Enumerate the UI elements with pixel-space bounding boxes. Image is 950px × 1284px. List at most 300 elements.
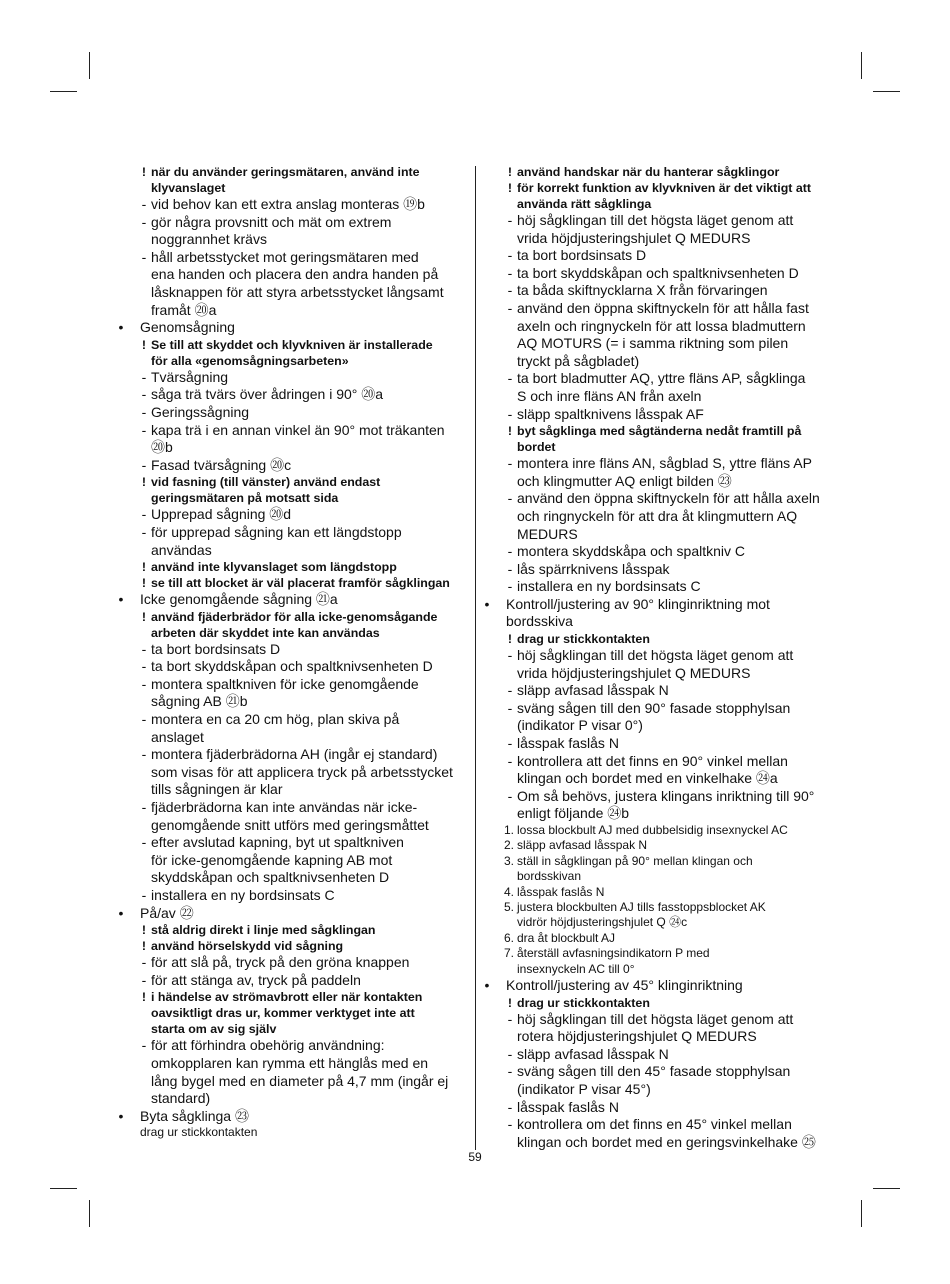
dash-item: [118, 524, 470, 542]
dash-item: [484, 682, 834, 700]
dash-item: [484, 735, 834, 753]
line-text: Upprepad sågning ⑳d: [151, 506, 292, 523]
dash-marker: -: [141, 368, 147, 385]
continuation-line: [118, 1073, 470, 1091]
line-text: ta bort bladmutter AQ, yttre fläns AP, sågklinga: [517, 370, 806, 387]
continuation-line: [484, 388, 834, 406]
numbered-step: [484, 854, 834, 869]
dash-item: [118, 658, 470, 676]
dash-item: [484, 212, 834, 230]
step-number: 5.: [503, 900, 514, 915]
continuation-line: [484, 439, 834, 455]
line-text: bordet: [517, 440, 556, 455]
dash-item: [484, 788, 834, 806]
dash-item: [118, 799, 470, 817]
dash-marker: -: [141, 711, 147, 728]
line-text: rotera höjdjusteringshjulet Q MEDURS: [517, 1028, 757, 1045]
line-text: drag ur stickkontakten: [517, 995, 650, 1010]
continuation-line: [484, 770, 834, 788]
line-text: AQ MOTURS (= i samma riktning som pilen: [517, 335, 789, 352]
warning-marker: !: [507, 995, 513, 1010]
line-text: S och inre fläns AN från axeln: [517, 387, 702, 404]
bullet-item: [118, 905, 470, 923]
step-number: 1.: [503, 823, 514, 837]
line-text: tryckt på sågbladet): [517, 352, 640, 369]
dash-item: [118, 746, 470, 764]
line-text: byt sågklinga med sågtänderna nedåt framtill på: [517, 424, 802, 439]
continuation-line: [484, 318, 834, 336]
line-text: använda rätt sågklinga: [517, 197, 652, 211]
bullet-item: [118, 319, 470, 337]
dash-item: [484, 265, 834, 283]
continuation-line: [118, 231, 470, 249]
line-text: Genomsågning: [140, 319, 235, 336]
dash-item: [484, 753, 834, 771]
line-text: dra åt blockbult AJ: [517, 930, 616, 945]
numbered-step-continuation: [484, 962, 834, 977]
dash-marker: -: [507, 264, 513, 281]
warning-marker: !: [141, 165, 147, 179]
continuation-line: [484, 508, 834, 526]
step-number: 2.: [503, 838, 514, 853]
line-text: höj sågklingan till det högsta läget genom att: [517, 1010, 794, 1027]
line-text: för att slå på, tryck på den gröna knappen: [151, 954, 410, 971]
line-text: stå aldrig direkt i linje med sågklingan: [151, 923, 376, 938]
numbered-step: [484, 931, 834, 946]
dash-marker: -: [141, 658, 147, 675]
line-text: fjäderbrädorna kan inte användas när icke-: [151, 799, 418, 816]
continuation-line: [484, 1028, 834, 1046]
line-text: montera spaltkniven för icke genomgående: [151, 675, 419, 692]
warning-item: [118, 559, 470, 575]
crop-mark: [873, 91, 900, 92]
dash-marker: -: [507, 647, 513, 664]
continuation-line: [118, 625, 470, 641]
line-text: anslaget: [151, 728, 204, 745]
warning-item: [118, 575, 470, 591]
dash-marker: -: [141, 1037, 147, 1054]
line-text: när du använder geringsmätaren, använd inte: [151, 165, 420, 179]
continuation-line: [118, 180, 470, 196]
line-text: använd fjäderbrädor för alla icke-genomsågande: [151, 609, 438, 624]
dash-item: [118, 214, 470, 232]
warning-marker: !: [141, 475, 147, 490]
warning-item: [118, 922, 470, 938]
line-text: ta bort skyddskåpan och spaltknivsenheten D: [151, 658, 433, 675]
warning-item: [118, 609, 470, 625]
warning-item: [484, 164, 834, 180]
dash-marker: -: [141, 954, 147, 971]
bullet-item: [484, 596, 834, 614]
warning-item: [484, 631, 834, 647]
warning-item: [118, 474, 470, 490]
warning-item: [118, 989, 470, 1005]
bullet-item: [484, 977, 834, 995]
note-line: [118, 1125, 470, 1140]
continuation-line: [118, 302, 470, 320]
warning-marker: !: [507, 165, 513, 179]
line-text: höj sågklingan till det högsta läget genom att: [517, 212, 794, 228]
line-text: låsspak faslås N: [517, 735, 619, 752]
line-text: för icke-genomgående kapning AB mot: [151, 851, 393, 868]
warning-marker: !: [141, 560, 147, 575]
line-text: ta bort bordsinsats D: [151, 640, 281, 657]
line-text: vid fasning (till vänster) använd endast: [151, 475, 381, 490]
right-column: [484, 164, 834, 1151]
line-text: Fasad tvärsågning ⑳c: [151, 456, 292, 473]
line-text: och klingmutter AQ enligt bilden ㉓: [517, 472, 732, 489]
line-text: skyddskåpan och spaltknivsenheten D: [151, 869, 390, 886]
dash-marker: -: [507, 455, 513, 472]
dash-marker: -: [141, 746, 147, 763]
dash-marker: -: [507, 405, 513, 422]
dash-marker: -: [507, 1045, 513, 1062]
bullet-item-continuation: [484, 613, 834, 631]
line-text: På/av ㉒: [140, 904, 194, 921]
dash-item: [484, 370, 834, 388]
numbered-step-continuation: [484, 869, 834, 884]
line-text: för att stänga av, tryck på paddeln: [151, 971, 361, 988]
numbered-step: [484, 838, 834, 853]
dash-item: [484, 1063, 834, 1081]
continuation-line: [118, 693, 470, 711]
line-text: gör några provsnitt och mät om extrem: [151, 213, 392, 230]
line-text: lossa blockbult AJ med dubbelsidig insexnyckel AC: [517, 823, 788, 837]
dash-item: [118, 972, 470, 990]
line-text: vidrör höjdjusteringshjulet Q ㉔c: [517, 915, 688, 930]
line-text: drag ur stickkontakten: [140, 1125, 258, 1140]
dash-item: [484, 700, 834, 718]
dash-marker: -: [507, 490, 513, 507]
line-text: bordsskiva: [506, 613, 573, 630]
line-text: klingan och bordet med en vinkelhake ㉔a: [517, 770, 778, 787]
dash-item: [484, 1046, 834, 1064]
dash-item: [484, 1011, 834, 1029]
crop-mark: [89, 1200, 90, 1227]
dash-marker: -: [507, 560, 513, 577]
continuation-line: [484, 526, 834, 544]
line-text: använd hörselskydd vid sågning: [151, 939, 344, 954]
line-text: lås spärrknivens låsspak: [517, 560, 670, 577]
bullet-marker: •: [118, 591, 124, 608]
dash-marker: -: [507, 578, 513, 595]
bullet-item: [118, 591, 470, 609]
numbered-step-continuation: [484, 915, 834, 930]
dash-item: [484, 247, 834, 265]
dash-marker: -: [141, 456, 147, 473]
dash-marker: -: [507, 1063, 513, 1080]
continuation-line: [484, 1081, 834, 1099]
dash-marker: -: [141, 386, 147, 403]
line-text: Icke genomgående sågning ㉑a: [140, 591, 338, 608]
continuation-line: [118, 1021, 470, 1037]
line-text: enligt följande ㉔b: [517, 805, 630, 822]
line-text: användas: [151, 541, 212, 558]
continuation-line: [118, 490, 470, 506]
dash-item: [118, 834, 470, 852]
line-text: montera skyddskåpa och spaltkniv C: [517, 543, 745, 560]
dash-marker: -: [507, 1116, 513, 1133]
continuation-line: [118, 353, 470, 369]
line-text: som visas för att applicera tryck på arbetsstycket: [151, 763, 453, 780]
warning-marker: !: [507, 424, 513, 439]
bullet-marker: •: [484, 977, 490, 994]
step-number: 3.: [503, 853, 514, 868]
continuation-line: [118, 817, 470, 835]
continuation-line: [118, 439, 470, 457]
dash-marker: -: [507, 370, 513, 387]
continuation-line: [118, 1005, 470, 1021]
bullet-marker: •: [484, 595, 490, 612]
line-text: klyvanslaget: [151, 181, 226, 195]
dash-marker: -: [141, 834, 147, 851]
line-text: låsspak faslås N: [517, 884, 605, 899]
continuation-line: [484, 353, 834, 371]
left-column: [118, 164, 470, 1141]
line-text: montera fjäderbrädorna AH (ingår ej standard): [151, 746, 438, 763]
line-text: oavsiktligt dras ur, kommer verktyget inte att: [151, 1006, 415, 1021]
dash-marker: -: [141, 675, 147, 692]
line-text: efter avslutad kapning, byt ut spaltkniven: [151, 834, 404, 851]
dash-item: [484, 282, 834, 300]
bullet-item: [118, 1108, 470, 1126]
line-text: för alla «genomsågningsarbeten»: [151, 353, 349, 368]
line-text: drag ur stickkontakten: [517, 632, 650, 647]
line-text: använd den öppna skiftnyckeln för att hålla fast: [517, 299, 809, 316]
step-number: 6.: [503, 930, 514, 945]
line-text: kontrollera att det finns en 90° vinkel mellan: [517, 752, 788, 769]
warning-marker: !: [141, 576, 147, 591]
dash-marker: -: [141, 799, 147, 816]
line-text: ta bort bordsinsats D: [517, 247, 647, 264]
dash-marker: -: [141, 196, 147, 212]
dash-item: [484, 406, 834, 424]
line-text: (indikator P visar 45°): [517, 1081, 651, 1098]
dash-item: [484, 543, 834, 561]
line-text: och ringnyckeln för att dra åt klingmuttern AQ: [517, 507, 798, 524]
dash-item: [484, 561, 834, 579]
line-text: MEDURS: [517, 525, 578, 542]
line-text: såga trä tvärs över ådringen i 90° ⑳a: [151, 386, 384, 403]
line-text: sväng sågen till den 45° fasade stopphylsan: [517, 1063, 791, 1080]
line-text: ställ in sågklingan på 90° mellan klingan och: [517, 853, 753, 868]
dash-marker: -: [507, 699, 513, 716]
dash-item: [118, 711, 470, 729]
dash-marker: -: [141, 523, 147, 540]
line-text: tills sågningen är klar: [151, 781, 283, 798]
dash-marker: -: [507, 1010, 513, 1027]
column-divider: [475, 166, 476, 1150]
line-text: lång bygel med en diameter på 4,7 mm (ingår ej: [151, 1072, 449, 1089]
bullet-marker: •: [118, 1107, 124, 1124]
warning-item: [118, 938, 470, 954]
dash-marker: -: [507, 735, 513, 752]
continuation-line: [484, 196, 834, 212]
continuation-line: [118, 764, 470, 782]
line-text: Tvärsågning: [151, 368, 229, 385]
crop-mark: [50, 1188, 77, 1189]
dash-marker: -: [507, 299, 513, 316]
dash-item: [118, 249, 470, 267]
dash-marker: -: [141, 887, 147, 903]
page-number: 59: [468, 1150, 482, 1164]
warning-marker: !: [141, 609, 147, 624]
dash-marker: -: [507, 212, 513, 228]
continuation-line: [118, 729, 470, 747]
warning-marker: !: [141, 990, 147, 1005]
line-text: håll arbetsstycket mot geringsmätaren med: [151, 248, 419, 265]
line-text: noggrannhet krävs: [151, 231, 267, 248]
line-text: Om så behövs, justera klingans inriktning till 90°: [517, 787, 815, 804]
line-text: justera blockbulten AJ tills fasstoppsblocket AK: [517, 900, 766, 915]
line-text: ⑳b: [151, 439, 173, 456]
warning-marker: !: [507, 181, 513, 195]
line-text: installera en ny bordsinsats C: [151, 887, 335, 903]
dash-marker: -: [141, 421, 147, 438]
line-text: installera en ny bordsinsats C: [517, 578, 701, 595]
numbered-step: [484, 823, 834, 838]
line-text: montera en ca 20 cm hög, plan skiva på: [151, 711, 400, 728]
continuation-line: [118, 781, 470, 799]
line-text: använd inte klyvanslaget som längdstopp: [151, 560, 397, 575]
line-text: låsknappen för att styra arbetsstycket långsamt: [151, 283, 444, 300]
dash-item: [484, 490, 834, 508]
dash-marker: -: [507, 1098, 513, 1115]
dash-item: [118, 887, 470, 905]
dash-item: [118, 1037, 470, 1055]
dash-marker: -: [141, 213, 147, 230]
warning-marker: !: [141, 337, 147, 352]
line-text: framåt ⑳a: [151, 301, 217, 318]
line-text: släpp avfasad låsspak N: [517, 1045, 669, 1062]
dash-item: [484, 578, 834, 596]
dash-item: [118, 506, 470, 524]
line-text: i händelse av strömavbrott eller när kontakten: [151, 990, 423, 1005]
continuation-line: [484, 665, 834, 683]
line-text: ta bort skyddskåpan och spaltknivsenheten D: [517, 264, 799, 281]
continuation-line: [118, 1055, 470, 1073]
line-text: släpp avfasad låsspak N: [517, 838, 648, 853]
line-text: vrida höjdjusteringshjulet Q MEDURS: [517, 229, 751, 246]
warning-item: [118, 337, 470, 353]
line-text: klingan och bordet med en geringsvinkelhake ㉕: [517, 1133, 816, 1150]
line-text: Kontroll/justering av 90° klinginriktning mot: [506, 595, 770, 612]
line-text: geringsmätaren på motsatt sida: [151, 491, 339, 506]
line-text: omkopplaren kan rymma ett hänglås med en: [151, 1054, 429, 1071]
line-text: kontrollera om det finns en 45° vinkel mellan: [517, 1116, 792, 1133]
continuation-line: [484, 717, 834, 735]
dash-marker: -: [507, 282, 513, 299]
step-number: 7.: [503, 946, 514, 961]
line-text: sväng sågen till den 90° fasade stopphylsan: [517, 699, 791, 716]
continuation-line: [118, 266, 470, 284]
continuation-line: [484, 335, 834, 353]
line-text: Kontroll/justering av 45° klinginriktning: [506, 977, 743, 994]
line-text: vrida höjdjusteringshjulet Q MEDURS: [517, 664, 751, 681]
line-text: släpp avfasad låsspak N: [517, 682, 669, 699]
line-text: ta båda skiftnycklarna X från förvaringen: [517, 282, 768, 299]
dash-item: [484, 300, 834, 318]
dash-marker: -: [507, 247, 513, 264]
crop-mark: [861, 52, 862, 79]
continuation-line: [484, 805, 834, 823]
dash-item: [118, 457, 470, 475]
dash-marker: -: [141, 971, 147, 988]
dash-item: [118, 386, 470, 404]
crop-mark: [873, 1188, 900, 1189]
warning-marker: !: [507, 632, 513, 647]
line-text: insexnyckeln AC till 0°: [517, 961, 635, 976]
dash-marker: -: [507, 682, 513, 699]
line-text: för upprepad sågning kan ett längdstopp: [151, 523, 402, 540]
dash-item: [118, 422, 470, 440]
continuation-line: [118, 1090, 470, 1108]
warning-item: [484, 180, 834, 196]
dash-marker: -: [507, 752, 513, 769]
dash-item: [118, 369, 470, 387]
bullet-marker: •: [118, 319, 124, 336]
line-text: höj sågklingan till det högsta läget genom att: [517, 647, 794, 664]
line-text: för korrekt funktion av klyvkniven är det viktigt att: [517, 181, 812, 195]
crop-mark: [861, 1200, 862, 1227]
dash-item: [118, 641, 470, 659]
dash-marker: -: [141, 640, 147, 657]
line-text: vid behov kan ett extra anslag monteras ⑲b: [151, 196, 425, 212]
continuation-line: [484, 230, 834, 248]
dash-item: [484, 1116, 834, 1134]
dash-item: [484, 647, 834, 665]
line-text: (indikator P visar 0°): [517, 717, 643, 734]
continuation-line: [118, 852, 470, 870]
line-text: släpp spaltknivens låsspak AF: [517, 405, 704, 422]
continuation-line: [118, 542, 470, 560]
dash-item: [484, 455, 834, 473]
line-text: bordsskivan: [517, 869, 582, 884]
numbered-step: [484, 885, 834, 900]
line-text: se till att blocket är väl placerat framför sågklingan: [151, 576, 450, 591]
line-text: Se till att skyddet och klyvkniven är installerade: [151, 337, 433, 352]
continuation-line: [118, 869, 470, 887]
dash-item: [484, 1099, 834, 1117]
numbered-step: [484, 946, 834, 961]
warning-item: [484, 423, 834, 439]
continuation-line: [484, 473, 834, 491]
line-text: axeln och ringnyckeln för att lossa bladmuttern: [517, 317, 806, 334]
line-text: montera inre fläns AN, sågblad S, yttre fläns AP: [517, 455, 812, 472]
dash-marker: -: [507, 787, 513, 804]
line-text: kapa trä i en annan vinkel än 90° mot träkanten: [151, 421, 445, 438]
line-text: Byta sågklinga ㉓: [140, 1107, 249, 1124]
dash-marker: -: [141, 403, 147, 420]
dash-marker: -: [507, 543, 513, 560]
dash-marker: -: [141, 248, 147, 265]
dash-item: [118, 196, 470, 214]
dash-marker: -: [141, 506, 147, 523]
line-text: återställ avfasningsindikatorn P med: [517, 946, 710, 961]
line-text: arbeten där skyddet inte kan användas: [151, 625, 380, 640]
dash-item: [118, 404, 470, 422]
bullet-marker: •: [118, 904, 124, 921]
warning-item: [118, 164, 470, 180]
step-number: 4.: [503, 884, 514, 899]
crop-mark: [89, 52, 90, 79]
continuation-line: [484, 1134, 834, 1152]
line-text: ena handen och placera den andra handen på: [151, 266, 439, 283]
line-text: använd den öppna skiftnyckeln för att hålla axeln: [517, 490, 820, 507]
dash-item: [118, 954, 470, 972]
warning-marker: !: [141, 923, 147, 938]
line-text: standard): [151, 1090, 211, 1107]
